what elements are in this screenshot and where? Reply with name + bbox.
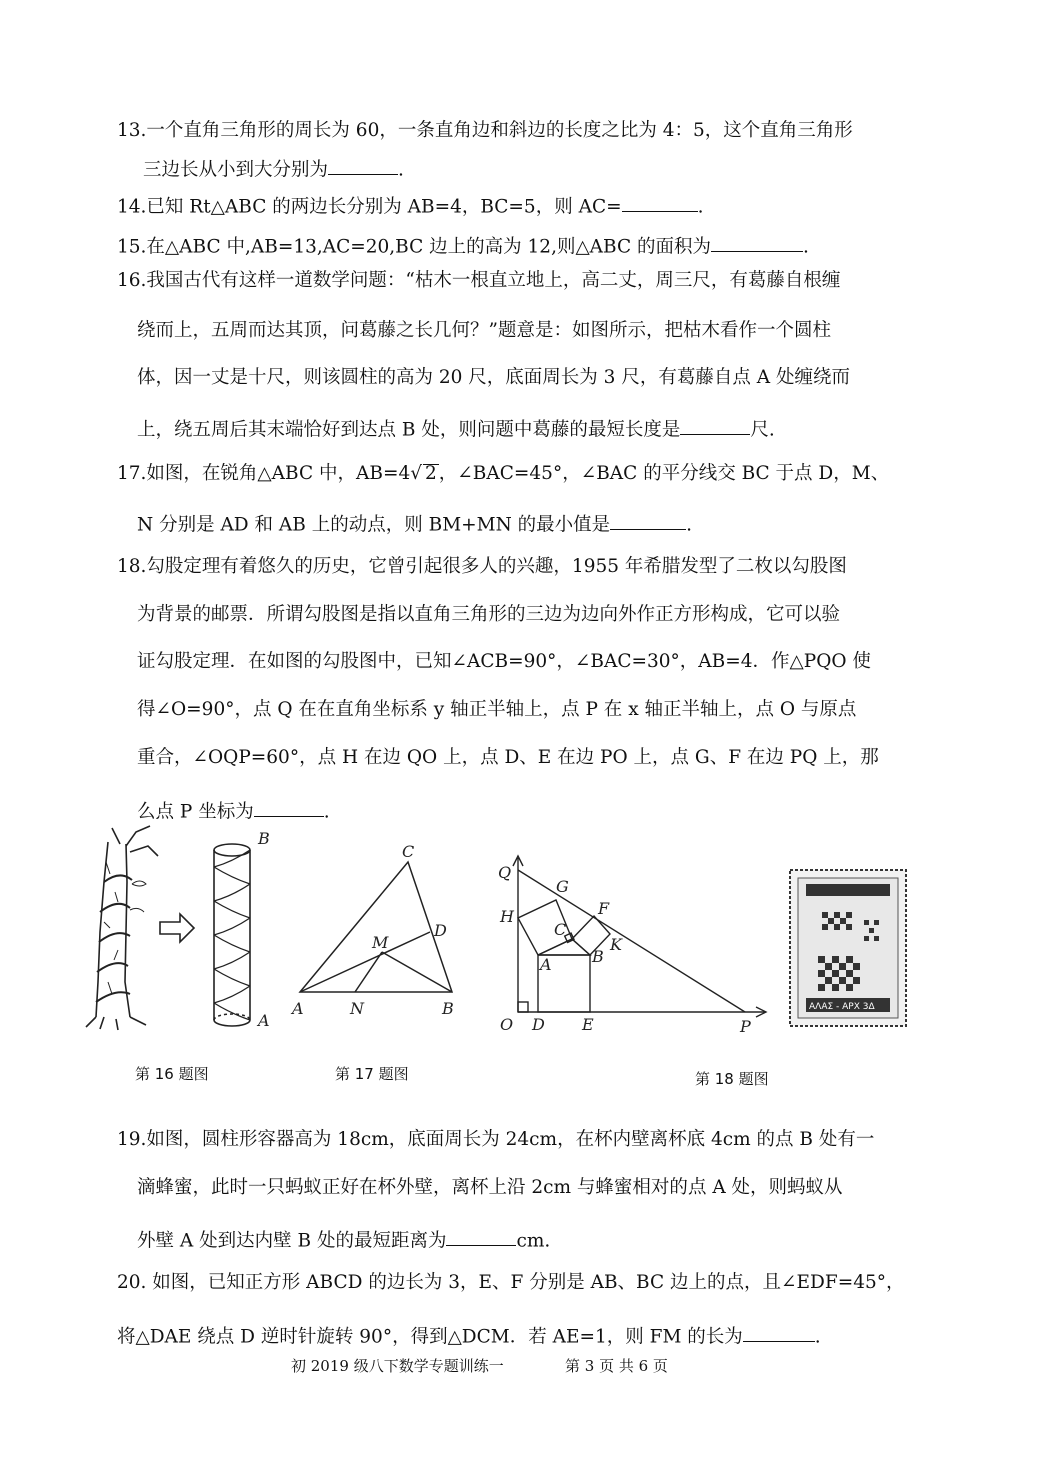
q19-line2: 滴蜂蜜，此时一只蚂蚁正好在杯外壁，离杯上沿 2cm 与蜂蜜相对的点 A 处，则蚂蚁从 (137, 1177, 843, 1198)
stamp-image (790, 870, 906, 1026)
q18-answer-blank (254, 797, 324, 817)
q13-answer-blank (328, 155, 398, 175)
q14-line (117, 192, 704, 217)
fig16-arrow (160, 914, 194, 942)
figures-row (0, 822, 1038, 1052)
q17-end: . (686, 514, 693, 536)
fig17-label-a: A (292, 999, 304, 1018)
q20-line2 (117, 1322, 821, 1347)
q16-answer-blank (680, 415, 750, 435)
q18-line2: 为背景的邮票．所谓勾股图是指以直角三角形的三边为边向外作正方形构成，它可以验 (137, 604, 841, 625)
fig18-label-a: A (540, 955, 552, 974)
fig18-diagram (513, 856, 766, 1017)
q17-text-a: 17.如图，在锐角△ABC 中，AB=4 (117, 463, 411, 484)
fig16-tree (86, 826, 158, 1030)
q20-line1: 20. 如图，已知正方形 ABCD 的边长为 3，E、F 分别是 AB、BC 边上的点，且∠EDF=45°， (117, 1272, 905, 1293)
q17-text: N 分别是 AD 和 AB 上的动点，则 BM+MN 的最小值是 (137, 514, 611, 536)
q18-text: 么点 P 坐标为 (137, 801, 254, 823)
q19-line3 (137, 1226, 550, 1251)
q15-end: . (803, 236, 809, 258)
q16-end: 尺. (750, 419, 775, 441)
q17-radicand: 2 (425, 463, 437, 484)
footer-course: 初 2019 级八下数学专题训练一 (291, 1357, 504, 1375)
q17-sqrt: √ 2 (410, 463, 437, 484)
q16-line1: 16.我国古代有这样一道数学问题：“枯木一根直立地上，高二丈，周三尺，有葛藤自根缠 (117, 270, 841, 291)
fig18-label-h: H (500, 907, 514, 926)
fig17-label-m: M (372, 933, 389, 952)
fig17-label-d: D (434, 921, 447, 940)
fig18-label-g: G (556, 877, 569, 896)
q17-answer-blank (610, 510, 686, 530)
q18-line1: 18.勾股定理有着悠久的历史，它曾引起很多人的兴趣，1955 年希腊发型了二枚以勾股图 (117, 556, 847, 577)
q14-answer-blank (622, 192, 698, 212)
q15-line (117, 232, 809, 257)
q17-line2 (137, 510, 692, 535)
footer-page: 第 3 页 共 6 页 (565, 1357, 668, 1375)
fig17-label-b: B (442, 999, 454, 1018)
caption-fig16: 第 16 题图 (135, 1065, 209, 1083)
fig18-label-e: E (582, 1015, 594, 1034)
stamp-text: ΑΛΑΣ - ΑΡΧ 3Δ (809, 1002, 875, 1012)
fig16-label-b: B (258, 829, 270, 848)
q19-line1: 19.如图，圆柱形容器高为 18cm，底面周长为 24cm，在杯内壁离杯底 4cm 的点 B 处有一 (117, 1129, 875, 1150)
q15-answer-blank (711, 232, 803, 252)
fig18-label-o: O (500, 1015, 514, 1034)
q18-line6 (137, 797, 330, 822)
fig18-label-q: Q (498, 863, 512, 882)
q18-line3: 证勾股定理．在如图的勾股图中，已知∠ACB=90°，∠BAC=30°，AB=4．作△PQO 使 (137, 651, 871, 672)
q17-text-b: ，∠BAC=45°，∠BAC 的平分线交 BC 于点 D，M、 (438, 463, 890, 484)
q18-line5: 重合，∠OQP=60°，点 H 在边 QO 上，点 D、E 在边 PO 上，点 G、F 在边 PQ 上，那 (137, 747, 879, 768)
fig18-label-p: P (740, 1017, 751, 1036)
fig18-label-d: D (532, 1015, 545, 1034)
q18-line4: 得∠O=90°，点 Q 在在直角坐标系 y 轴正半轴上，点 P 在 x 轴正半轴上，点 O 与原点 (137, 699, 857, 720)
q17-line1 (117, 464, 889, 484)
q14-text: 14.已知 Rt△ABC 的两边长分别为 AB=4，BC=5，则 AC= (117, 196, 622, 218)
caption-fig18: 第 18 题图 (695, 1070, 769, 1088)
q19-answer-blank (446, 1226, 516, 1246)
q14-end: . (697, 196, 704, 218)
q13-line2 (143, 155, 404, 180)
q18-end: . (323, 801, 330, 823)
q16-line3: 体，因一丈是十尺，则该圆柱的高为 20 尺，底面周长为 3 尺，有葛藤自点 A 处缠绕而 (137, 367, 850, 388)
fig16-label-a: A (258, 1011, 270, 1030)
fig16-cylinder (214, 844, 250, 1026)
fig17-triangle (300, 862, 452, 992)
q20-answer-blank (743, 1322, 815, 1342)
fig18-label-b: B (592, 947, 604, 966)
q19-end: cm. (516, 1230, 551, 1252)
q20-text: 将△DAE 绕点 D 逆时针旋转 90°，得到△DCM．若 AE=1，则 FM 的长为 (117, 1326, 743, 1348)
fig18-label-f: F (598, 899, 610, 918)
fig18-label-k: K (610, 935, 622, 954)
q16-line2: 绕而上，五周而达其顶，问葛藤之长几何？”题意是：如图所示，把枯木看作一个圆柱 (137, 320, 831, 341)
fig17-label-c: C (402, 842, 415, 861)
q19-text: 外壁 A 处到达内壁 B 处的最短距离为 (137, 1230, 447, 1252)
fig17-label-n: N (350, 999, 364, 1018)
caption-fig17: 第 17 题图 (335, 1065, 409, 1083)
q20-end: . (814, 1326, 821, 1348)
q13-line1: 13.一个直角三角形的周长为 60，一条直角边和斜边的长度之比为 4：5，这个直角三角形 (117, 120, 853, 141)
q16-text: 上，绕五周后其末端恰好到达点 B 处，则问题中葛藤的最短长度是 (137, 419, 681, 441)
q13-text: 三边长从小到大分别为 (143, 159, 329, 181)
q16-line4 (137, 415, 775, 440)
fig18-label-c: C (554, 920, 567, 939)
q15-text: 15.在△ABC 中,AB=13,AC=20,BC 边上的高为 12,则△ABC 的面积为 (117, 236, 712, 258)
q13-end: . (398, 159, 404, 181)
